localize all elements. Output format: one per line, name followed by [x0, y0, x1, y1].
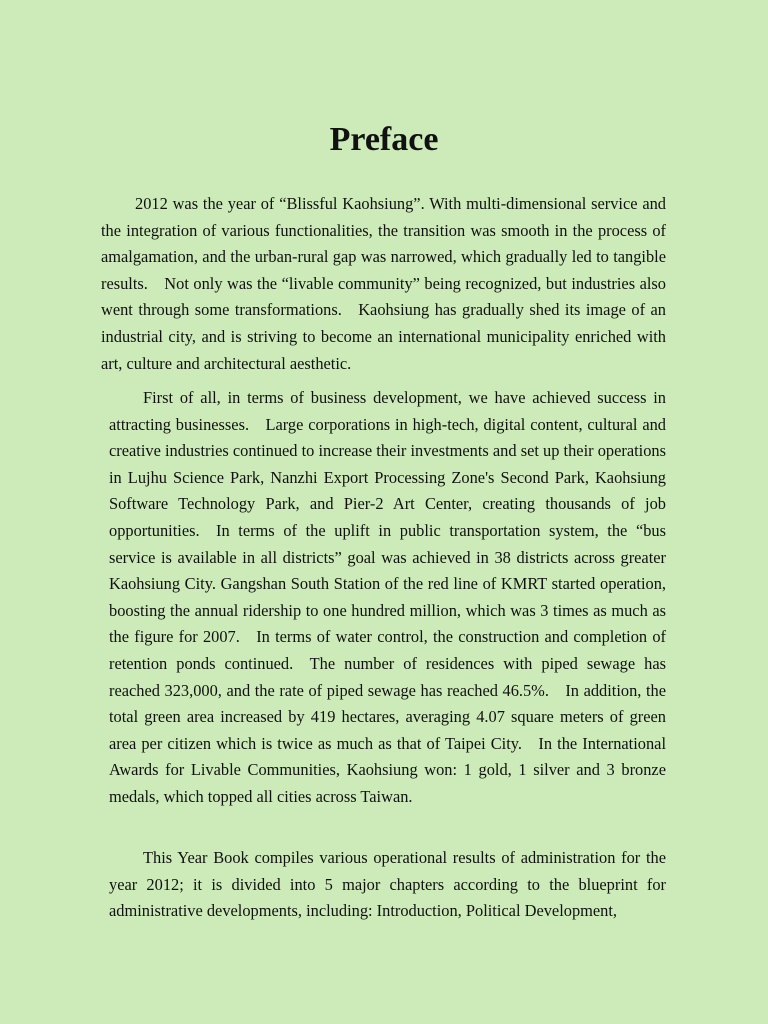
paragraph-year-book: This Year Book compiles various operational results of administration for the year 2012; it is divided into 5 major chapters according to the blueprint for administrative developments, including: Introduction, Political Development, — [109, 848, 666, 921]
paragraph-business-development: First of all, in terms of business development, we have achieved success in attracting businesses. Large corporations in high-tech, digital content, cultural and creative industries continued to increase their investments and set up their operations in Lujhu Science Park, Nanzhi Export Processing Zone's Second Park, Kaohsiung Software Technology Park, and Pier-2 Art Center, creating thousands of job opportunities. In terms of the uplift in public transportation system, the “bus service is available in all districts” goal was achieved in 38 districts across greater Kaohsiung City. Gangshan South Station of the red line of KMRT started operation, boosting the annual ridership to one hundred million, which was 3 times as much as the figure for 2007. In terms of water control, the construction and completion of retention ponds continued. The number of residences with piped sewage has reached 323,000, and the rate of piped sewage has reached 46.5%. In addition, the total green area increased by 419 hectares, averaging 4.07 square meters of green area per citizen which is twice as much as that of Taipei City. In the International Awards for Livable Communities, Kaohsiung won: 1 gold, 1 silver and 3 bronze medals, which topped all cities across Taiwan. — [109, 388, 666, 806]
paragraph-intro: 2012 was the year of “Blissful Kaohsiung”. With multi-dimensional service and the integration of various functionalities, the transition was smooth in the process of amalgamation, and the urban-rural gap was narrowed, which gradually led to tangible results. Not only was the “livable community” being recognized, but industries also went through some transformations. Kaohsiung has gradually shed its image of an industrial city, and is striving to become an international municipality enriched with art, culture and architectural aesthetic. — [101, 194, 666, 373]
page-title: Preface — [329, 121, 439, 158]
